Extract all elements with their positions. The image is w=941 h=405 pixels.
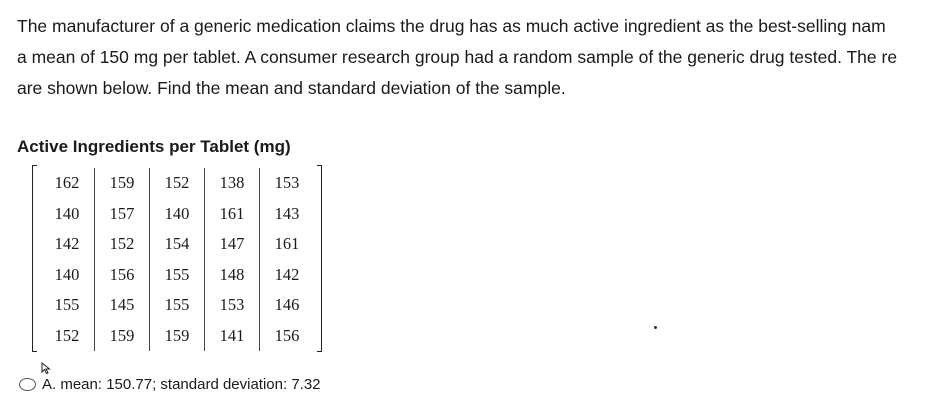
table-cell: 140 [54,203,80,223]
question-line-3: are shown below. Find the mean and standard deviation of the sample. [17,78,566,98]
table-cell: 146 [260,290,315,321]
table-cell: 155 [150,290,205,321]
table-cell: 152 [150,168,205,199]
table-cell: 153 [205,290,260,321]
data-table [40,168,314,351]
table-cell: 155 [54,295,80,315]
right-bracket [317,165,322,352]
table-row [40,260,314,291]
table-cell: 156 [95,260,150,291]
table-cell: 145 [95,290,150,321]
table-cell: 141 [205,321,260,352]
table-row [40,229,314,260]
table-cell: 161 [205,199,260,230]
table-cell: 143 [260,199,315,230]
table-row [40,290,314,321]
table-row [40,199,314,230]
table-cell: 142 [54,234,80,254]
left-bracket [32,165,37,352]
table-cell: 153 [260,168,315,199]
table-title: Active Ingredients per Tablet (mg) [17,137,291,156]
table-cell: 156 [260,321,315,352]
question-line-1: The manufacturer of a generic medication claims the drug has as much active ingredient as the best-selling nam [17,16,886,36]
table-cell: 159 [150,321,205,352]
answer-option-a[interactable] [19,376,321,393]
radio-button-icon[interactable] [19,378,36,391]
mouse-pointer-icon [41,362,51,374]
table-cell: 157 [95,199,150,230]
table-cell: 152 [95,229,150,260]
table-cell: 154 [150,229,205,260]
table-cell: 161 [260,229,315,260]
table-cell: 142 [260,260,315,291]
table-row [40,321,314,352]
table-cell: 138 [205,168,260,199]
table-cell: 140 [54,264,80,284]
table-cell: 159 [95,168,150,199]
question-line-2: a mean of 150 mg per tablet. A consumer research group had a random sample of the generic drug tested. The re [17,47,898,67]
stray-dot [654,326,657,329]
table-cell: 155 [150,260,205,291]
table-cell: 148 [205,260,260,291]
table-cell: 162 [54,173,80,193]
table-cell: 140 [150,199,205,230]
question-text [17,11,941,104]
table-row [40,168,314,199]
table-cell: 152 [54,325,80,345]
data-matrix [32,165,322,352]
table-cell: 159 [95,321,150,352]
answer-option-a-label: A. mean: 150.77; standard deviation: 7.32 [42,376,321,393]
table-cell: 147 [205,229,260,260]
